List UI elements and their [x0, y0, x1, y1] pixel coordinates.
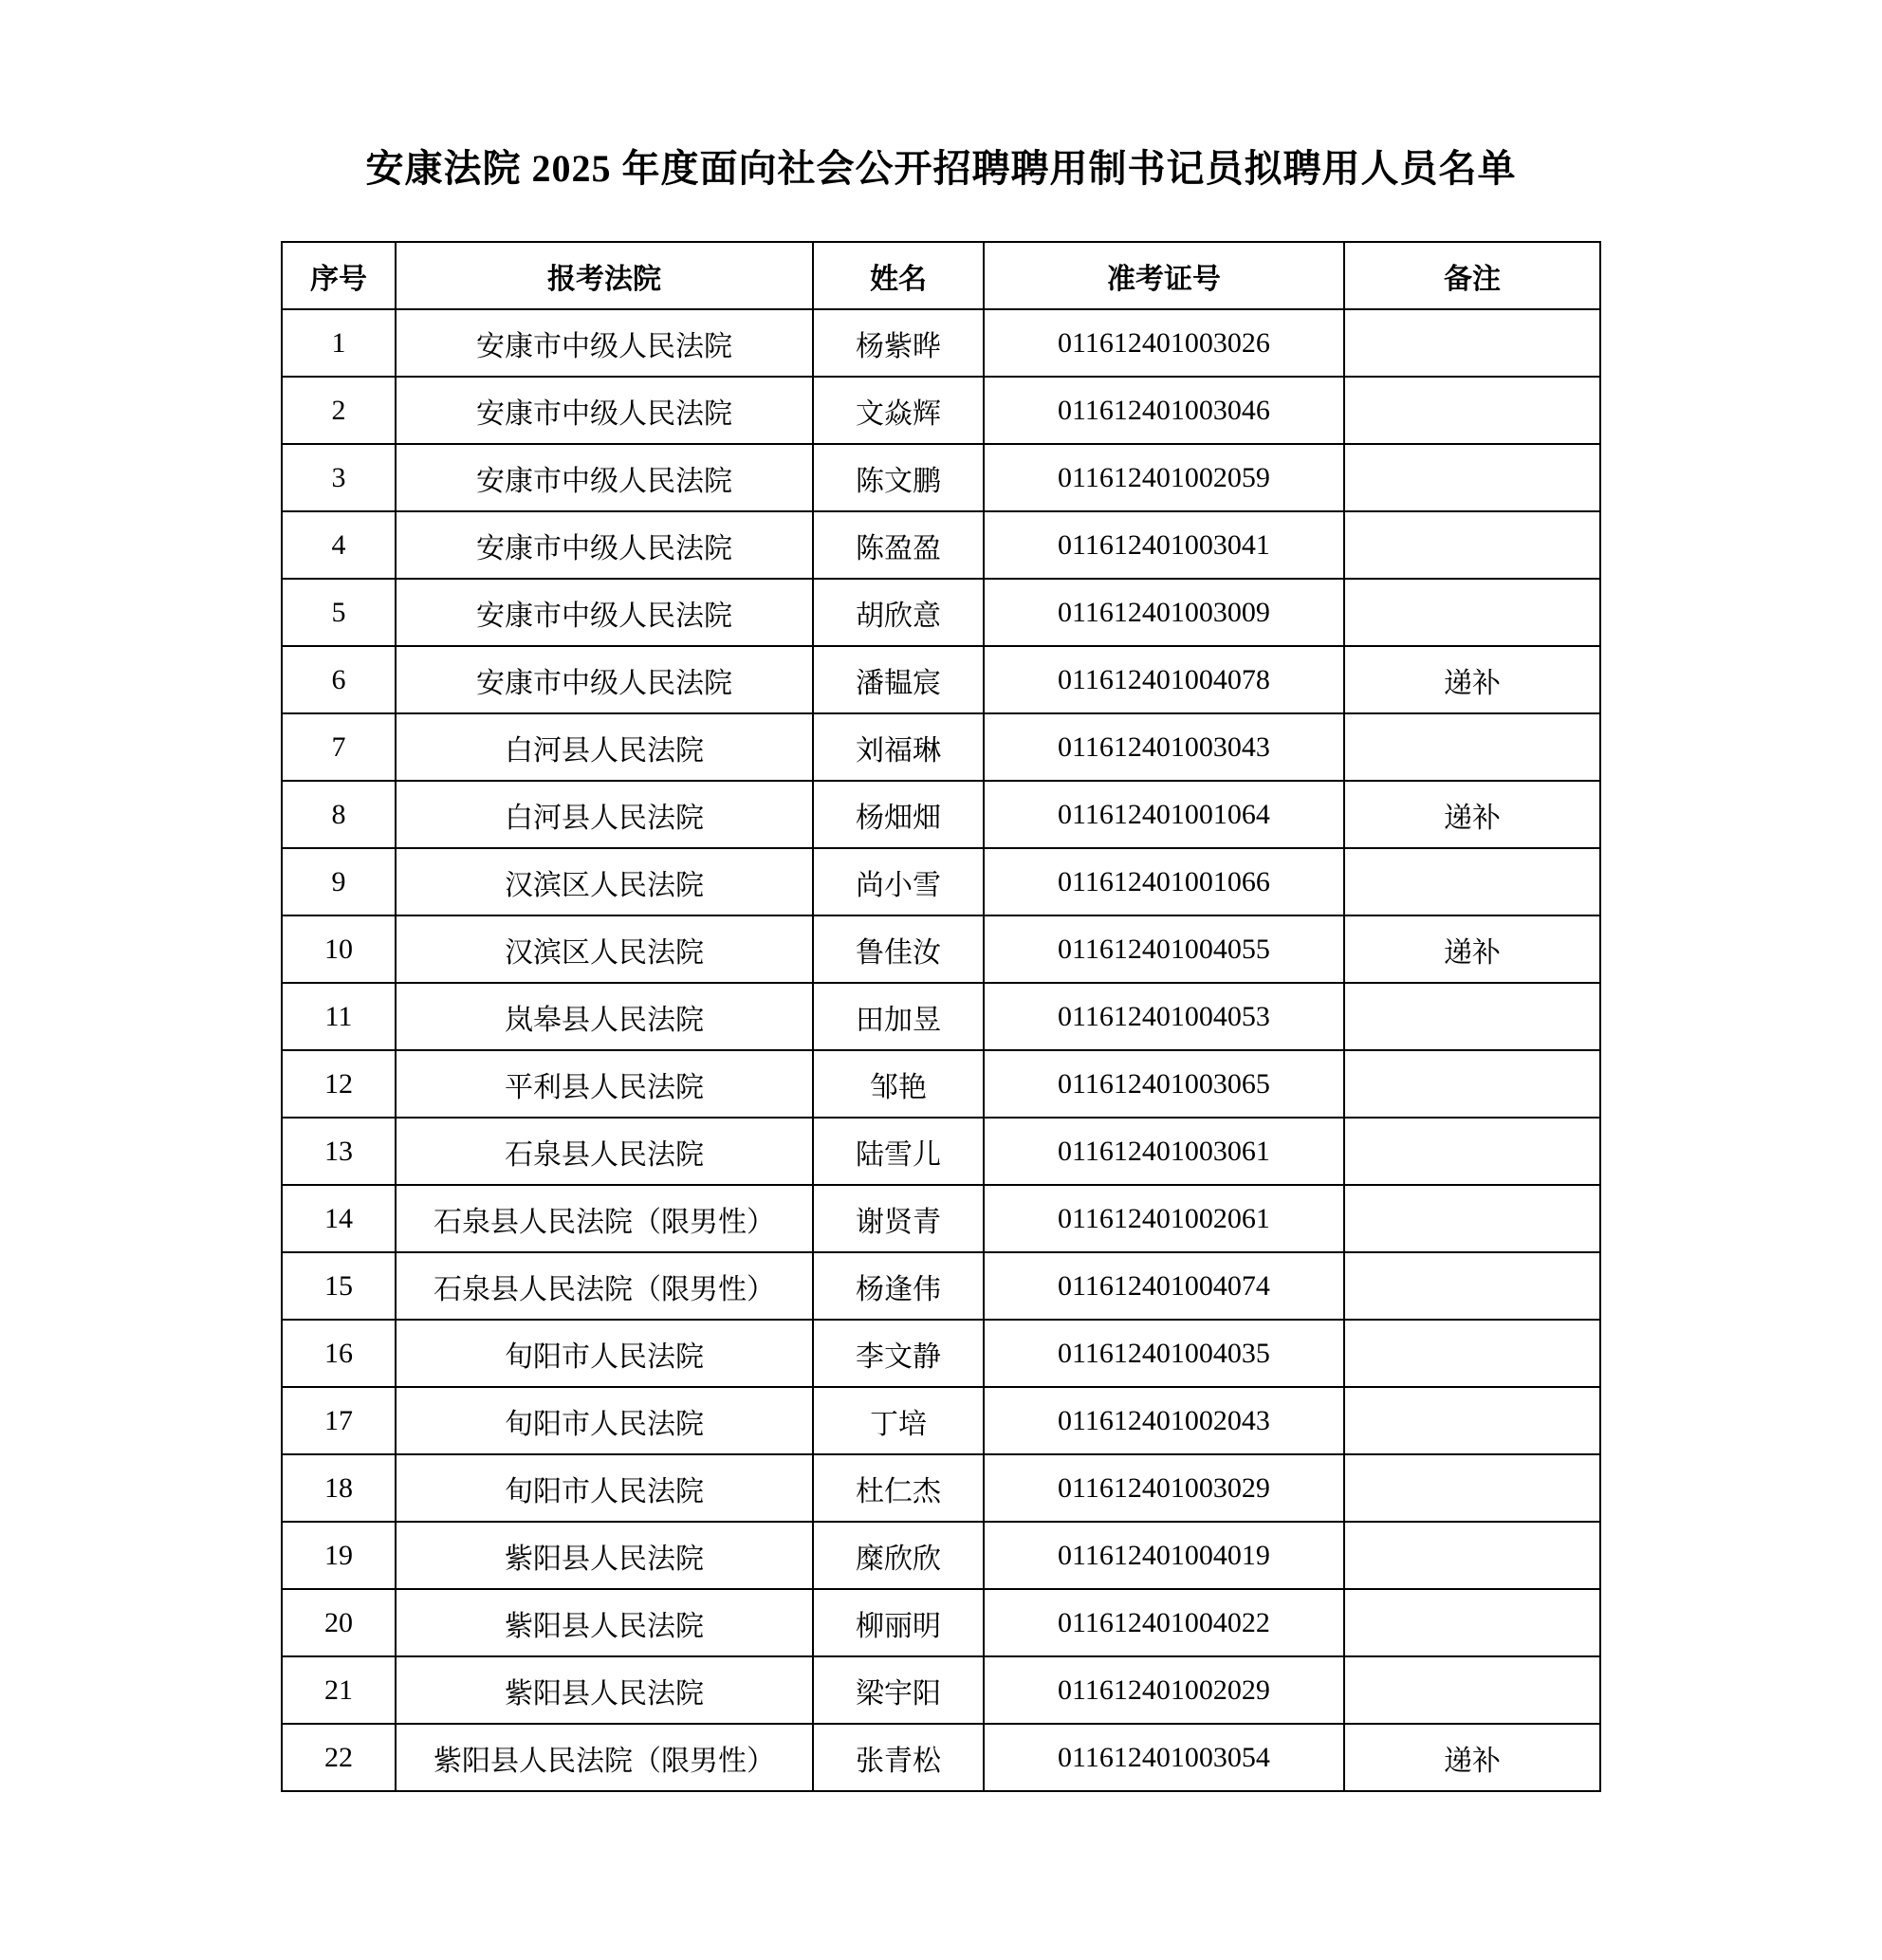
cell-exam-id: 011612401004078 — [984, 646, 1344, 713]
cell-remark: 递补 — [1344, 781, 1600, 848]
table-row — [282, 1387, 1600, 1454]
cell-court: 汉滨区人民法院 — [396, 848, 813, 915]
cell-name: 田加昱 — [813, 983, 984, 1050]
cell-remark — [1344, 377, 1600, 444]
table-row — [282, 377, 1600, 444]
cell-court: 旬阳市人民法院 — [396, 1454, 813, 1522]
column-header-exam-id: 准考证号 — [984, 242, 1344, 309]
table-row — [282, 713, 1600, 781]
cell-remark — [1344, 1454, 1600, 1522]
cell-exam-id: 011612401003043 — [984, 713, 1344, 781]
cell-exam-id: 011612401001064 — [984, 781, 1344, 848]
cell-name: 陈盈盈 — [813, 511, 984, 579]
cell-name: 邹艳 — [813, 1050, 984, 1118]
cell-court: 石泉县人民法院（限男性） — [396, 1252, 813, 1320]
table-row — [282, 1320, 1600, 1387]
column-header-name: 姓名 — [813, 242, 984, 309]
cell-remark — [1344, 1522, 1600, 1589]
cell-name: 柳丽明 — [813, 1589, 984, 1656]
table-row — [282, 1118, 1600, 1185]
cell-remark — [1344, 983, 1600, 1050]
cell-remark — [1344, 848, 1600, 915]
cell-exam-id: 011612401003029 — [984, 1454, 1344, 1522]
cell-remark — [1344, 1185, 1600, 1252]
cell-court: 白河县人民法院 — [396, 781, 813, 848]
cell-exam-id: 011612401004055 — [984, 915, 1344, 983]
cell-exam-id: 011612401002061 — [984, 1185, 1344, 1252]
table-row — [282, 309, 1600, 377]
cell-index: 1 — [282, 309, 396, 377]
table-row — [282, 646, 1600, 713]
cell-name: 文焱辉 — [813, 377, 984, 444]
cell-remark: 递补 — [1344, 1724, 1600, 1791]
cell-index: 18 — [282, 1454, 396, 1522]
cell-remark: 递补 — [1344, 915, 1600, 983]
cell-remark — [1344, 579, 1600, 646]
cell-name: 杨畑畑 — [813, 781, 984, 848]
cell-index: 2 — [282, 377, 396, 444]
cell-name: 潘韫宸 — [813, 646, 984, 713]
cell-name: 梁宇阳 — [813, 1656, 984, 1724]
cell-court: 紫阳县人民法院（限男性） — [396, 1724, 813, 1791]
cell-remark — [1344, 1252, 1600, 1320]
cell-court: 安康市中级人民法院 — [396, 309, 813, 377]
table-row — [282, 1252, 1600, 1320]
cell-court: 安康市中级人民法院 — [396, 511, 813, 579]
table-row — [282, 1185, 1600, 1252]
cell-exam-id: 011612401003061 — [984, 1118, 1344, 1185]
cell-name: 鲁佳汝 — [813, 915, 984, 983]
cell-index: 16 — [282, 1320, 396, 1387]
cell-court: 安康市中级人民法院 — [396, 579, 813, 646]
cell-court: 岚皋县人民法院 — [396, 983, 813, 1050]
cell-court: 石泉县人民法院（限男性） — [396, 1185, 813, 1252]
cell-index: 17 — [282, 1387, 396, 1454]
page-title: 安康法院 2025 年度面向社会公开招聘聘用制书记员拟聘用人员名单 — [365, 147, 1517, 190]
table-row — [282, 1589, 1600, 1656]
cell-exam-id: 011612401004035 — [984, 1320, 1344, 1387]
cell-remark — [1344, 1656, 1600, 1724]
cell-exam-id: 011612401003041 — [984, 511, 1344, 579]
cell-index: 5 — [282, 579, 396, 646]
cell-remark — [1344, 444, 1600, 511]
cell-remark: 递补 — [1344, 646, 1600, 713]
cell-court: 紫阳县人民法院 — [396, 1656, 813, 1724]
cell-remark — [1344, 1320, 1600, 1387]
table-row — [282, 983, 1600, 1050]
cell-exam-id: 011612401001066 — [984, 848, 1344, 915]
cell-index: 21 — [282, 1656, 396, 1724]
cell-index: 4 — [282, 511, 396, 579]
table-row — [282, 848, 1600, 915]
cell-exam-id: 011612401003026 — [984, 309, 1344, 377]
table-row — [282, 444, 1600, 511]
cell-index: 10 — [282, 915, 396, 983]
table-header — [282, 242, 1600, 309]
cell-remark — [1344, 713, 1600, 781]
cell-exam-id: 011612401003009 — [984, 579, 1344, 646]
cell-name: 谢贤青 — [813, 1185, 984, 1252]
cell-court: 汉滨区人民法院 — [396, 915, 813, 983]
cell-court: 安康市中级人民法院 — [396, 444, 813, 511]
cell-remark — [1344, 511, 1600, 579]
cell-court: 紫阳县人民法院 — [396, 1589, 813, 1656]
table-row — [282, 579, 1600, 646]
cell-exam-id: 011612401004074 — [984, 1252, 1344, 1320]
cell-index: 22 — [282, 1724, 396, 1791]
cell-court: 旬阳市人民法院 — [396, 1320, 813, 1387]
table-row — [282, 1522, 1600, 1589]
cell-name: 陆雪儿 — [813, 1118, 984, 1185]
cell-index: 20 — [282, 1589, 396, 1656]
cell-name: 刘福琳 — [813, 713, 984, 781]
cell-name: 杨紫晔 — [813, 309, 984, 377]
table-row — [282, 1656, 1600, 1724]
cell-index: 3 — [282, 444, 396, 511]
cell-exam-id: 011612401002059 — [984, 444, 1344, 511]
column-header-index: 序号 — [282, 242, 396, 309]
cell-index: 11 — [282, 983, 396, 1050]
table-row — [282, 1050, 1600, 1118]
table-row — [282, 1724, 1600, 1791]
column-header-remark: 备注 — [1344, 242, 1600, 309]
cell-name: 杨逢伟 — [813, 1252, 984, 1320]
cell-remark — [1344, 1050, 1600, 1118]
cell-court: 旬阳市人民法院 — [396, 1387, 813, 1454]
table-row — [282, 915, 1600, 983]
cell-remark — [1344, 1118, 1600, 1185]
cell-name: 尚小雪 — [813, 848, 984, 915]
cell-exam-id: 011612401004053 — [984, 983, 1344, 1050]
cell-exam-id: 011612401002029 — [984, 1656, 1344, 1724]
cell-name: 丁培 — [813, 1387, 984, 1454]
cell-index: 8 — [282, 781, 396, 848]
cell-court: 平利县人民法院 — [396, 1050, 813, 1118]
cell-index: 9 — [282, 848, 396, 915]
cell-exam-id: 011612401004022 — [984, 1589, 1344, 1656]
cell-exam-id: 011612401004019 — [984, 1522, 1344, 1589]
cell-exam-id: 011612401003065 — [984, 1050, 1344, 1118]
cell-index: 15 — [282, 1252, 396, 1320]
cell-name: 胡欣意 — [813, 579, 984, 646]
cell-index: 6 — [282, 646, 396, 713]
cell-court: 安康市中级人民法院 — [396, 646, 813, 713]
cell-remark — [1344, 1387, 1600, 1454]
cell-remark — [1344, 309, 1600, 377]
cell-name: 糜欣欣 — [813, 1522, 984, 1589]
cell-court: 安康市中级人民法院 — [396, 377, 813, 444]
table-header-row — [282, 242, 1600, 309]
cell-index: 12 — [282, 1050, 396, 1118]
column-header-court: 报考法院 — [396, 242, 813, 309]
cell-index: 19 — [282, 1522, 396, 1589]
table-row — [282, 781, 1600, 848]
cell-index: 7 — [282, 713, 396, 781]
cell-exam-id: 011612401003054 — [984, 1724, 1344, 1791]
table-row — [282, 1454, 1600, 1522]
cell-name: 张青松 — [813, 1724, 984, 1791]
cell-court: 白河县人民法院 — [396, 713, 813, 781]
table-row — [282, 511, 1600, 579]
cell-name: 李文静 — [813, 1320, 984, 1387]
cell-exam-id: 011612401003046 — [984, 377, 1344, 444]
cell-index: 13 — [282, 1118, 396, 1185]
cell-name: 杜仁杰 — [813, 1454, 984, 1522]
cell-exam-id: 011612401002043 — [984, 1387, 1344, 1454]
table-body — [282, 309, 1600, 1791]
cell-court: 紫阳县人民法院 — [396, 1522, 813, 1589]
cell-index: 14 — [282, 1185, 396, 1252]
cell-court: 石泉县人民法院 — [396, 1118, 813, 1185]
cell-name: 陈文鹏 — [813, 444, 984, 511]
applicant-roster-table — [281, 241, 1601, 1792]
cell-remark — [1344, 1589, 1600, 1656]
